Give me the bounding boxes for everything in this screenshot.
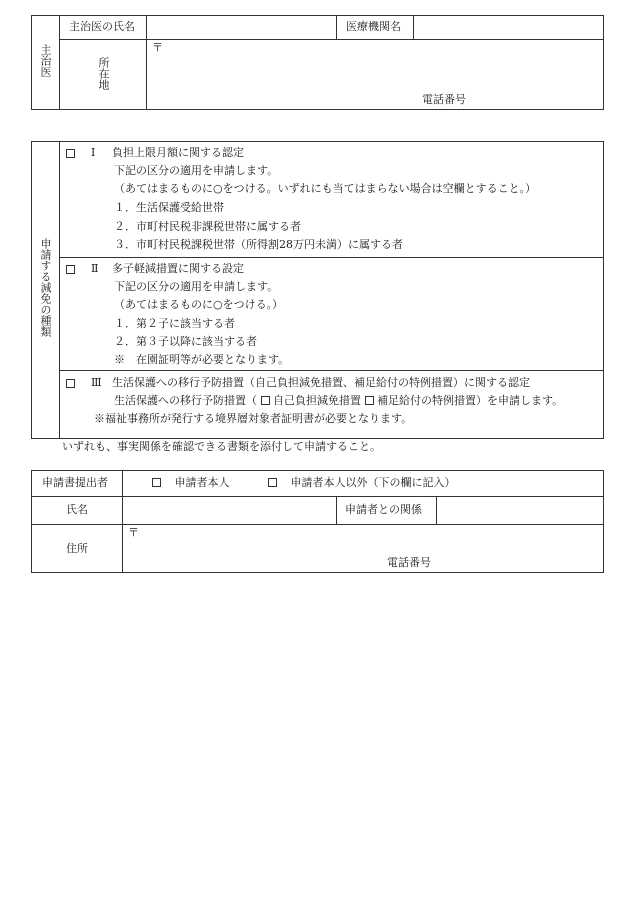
section2-item-2: ２．第３子以降に該当する者 [114, 335, 257, 348]
divider [122, 470, 123, 573]
doctor-side-label: 主治医 [39, 44, 52, 77]
section1-title: 負担上限月額に関する認定 [112, 146, 244, 159]
relation-field[interactable] [441, 503, 599, 517]
section3-line1 [114, 394, 563, 408]
divider [59, 39, 604, 40]
option2-label: 補足給付の特例措置）を申請します。 [377, 394, 564, 407]
section2-title: 多子軽減措置に関する設定 [112, 262, 244, 275]
option1-label: 自己負担減免措置 [273, 394, 361, 407]
doctor-name-label: 主治医の氏名 [69, 20, 135, 33]
section1-line2: （あてはまるものに○をつける。いずれにも当てはまらない場合は空欄とすること。） [114, 182, 537, 195]
institution-label: 医療機関名 [346, 20, 401, 33]
option-self[interactable] [152, 476, 230, 490]
checkbox-icon [268, 478, 277, 487]
doctor-address-label: 所在地 [97, 57, 110, 90]
divider [336, 15, 337, 39]
applicant-name-label: 氏名 [66, 503, 88, 516]
relation-label: 申請者との関係 [345, 503, 422, 516]
divider [146, 15, 147, 110]
applicant-postal-mark: 〒 [128, 526, 139, 539]
option-self-label: 申請者本人 [174, 476, 230, 489]
section2-numeral: Ⅱ [91, 262, 99, 275]
institution-field[interactable] [418, 20, 598, 34]
section3-checkbox[interactable] [66, 377, 75, 391]
section1-item-3: ３．市町村民税課税世帯（所得割28万円未満）に属する者 [114, 238, 403, 251]
section2-line1: 下記の区分の適用を申請します。 [114, 280, 279, 293]
option-other-label: 申請者本人以外（下の欄に記入） [290, 476, 456, 489]
divider [31, 496, 604, 497]
checkbox-icon [66, 265, 75, 274]
applicant-phone-label: 電話番号 [387, 556, 431, 569]
divider [436, 496, 437, 524]
section2-checkbox[interactable] [66, 263, 75, 277]
section3-line1-a: 生活保護への移行予防措置（ [114, 394, 257, 407]
section1-item-1: １．生活保護受給世帯 [114, 201, 224, 214]
checkbox-icon [66, 379, 75, 388]
section1-checkbox[interactable] [66, 147, 75, 161]
reduction-side-label: 申請する減免の種類 [39, 238, 52, 337]
section2-note: ※ 在園証明等が必要となります。 [114, 353, 290, 366]
option-other[interactable] [268, 476, 456, 490]
applicant-address-label: 住所 [66, 542, 88, 555]
applicant-name-field[interactable] [127, 503, 331, 517]
section1-numeral: Ⅰ [91, 146, 96, 159]
divider [413, 15, 414, 39]
doctor-name-field[interactable] [150, 20, 332, 34]
checkbox-icon [152, 478, 161, 487]
section1-line1: 下記の区分の適用を申請します。 [114, 164, 279, 177]
footnote: いずれも、事実関係を確認できる書類を添付して申請すること。 [62, 440, 381, 453]
section1-item-2: ２．市町村民税非課税世帯に属する者 [114, 220, 301, 233]
option1-checkbox[interactable] [261, 396, 270, 405]
divider [59, 141, 60, 439]
doctor-postal-mark: 〒 [152, 41, 163, 54]
divider [59, 257, 604, 258]
section3-numeral: Ⅲ [91, 376, 102, 389]
section3-title: 生活保護への移行予防措置（自己負担減免措置、補足給付の特例措置）に関する認定 [112, 376, 530, 389]
divider [59, 15, 60, 110]
checkbox-icon [66, 149, 75, 158]
section2-line2: （あてはまるものに○をつける。） [114, 298, 284, 311]
doctor-phone-label: 電話番号 [422, 93, 466, 106]
divider [336, 496, 337, 524]
divider [31, 524, 604, 525]
option2-checkbox[interactable] [365, 396, 374, 405]
section3-note: ※福祉事務所が発行する境界層対象者証明書が必要となります。 [94, 412, 413, 425]
divider [59, 370, 604, 371]
section2-item-1: １．第２子に該当する者 [114, 317, 235, 330]
submitter-label: 申請書提出者 [42, 476, 108, 489]
